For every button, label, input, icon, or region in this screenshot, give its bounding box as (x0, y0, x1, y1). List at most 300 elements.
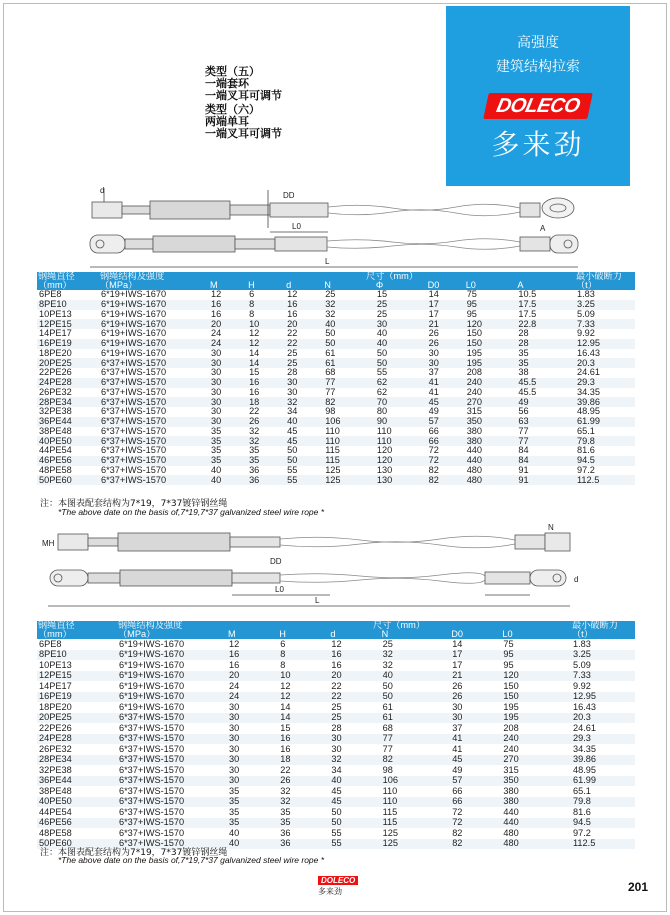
table-cell: 6*37+IWS-1570 (117, 776, 227, 787)
table-cell: 7.33 (571, 671, 635, 682)
table-cell: 115 (381, 818, 451, 829)
drawing-2-label-d: d (574, 575, 579, 584)
table-cell: 32 (278, 797, 329, 808)
table-cell: 50 (323, 329, 375, 339)
eye-end-left (90, 235, 125, 253)
table-row (37, 734, 635, 745)
table-cell: 84 (516, 446, 575, 456)
table-cell: 16 (247, 378, 285, 388)
table-cell: 91 (516, 466, 575, 476)
table-cell: 6*19+IWS-1670 (117, 692, 227, 703)
table-cell: 49 (516, 397, 575, 407)
table-cell: 36 (247, 475, 285, 485)
brand-logo-cn: 多来劲 (491, 128, 585, 161)
table-cell: 40 (375, 329, 427, 339)
table-cell: 48PE58 (37, 828, 117, 839)
table-cell: 35 (209, 427, 247, 437)
table-cell: 45 (329, 797, 380, 808)
turnbuckle-body-top (150, 201, 230, 219)
table-row (37, 650, 635, 661)
table-cell: 6PE8 (37, 639, 117, 650)
table-cell: 8PE10 (37, 300, 99, 310)
table-cell: 41 (427, 378, 465, 388)
note-2-cn: 注：本图表配套结构为7*19，7*37镀锌钢丝绳 (40, 848, 228, 858)
table-cell: 9.92 (575, 329, 635, 339)
table-1-body (37, 290, 635, 485)
table-cell: 50 (329, 807, 380, 818)
table-cell: 8 (247, 310, 285, 320)
table-cell: 22 (285, 339, 323, 349)
table-cell: 6*37+IWS-1570 (117, 797, 227, 808)
table-cell: 95 (501, 660, 571, 671)
table-cell: 32PE38 (37, 407, 99, 417)
table-1-col-a: A (516, 281, 575, 290)
footer-logo: DOLECO (318, 876, 358, 885)
table-cell: 50 (285, 446, 323, 456)
table-2-col-l0: L0 (501, 630, 571, 639)
table-cell: 16PE19 (37, 692, 117, 703)
table-cell: 50PE60 (37, 839, 117, 850)
table-cell: 82 (427, 475, 465, 485)
table-1-col-n: N (323, 281, 375, 290)
table-row (37, 786, 635, 797)
table-row (37, 671, 635, 682)
table-cell: 26PE32 (37, 388, 99, 398)
table-cell: 32 (278, 786, 329, 797)
table-cell: 82 (323, 397, 375, 407)
table-cell: 57 (450, 776, 501, 787)
table-cell: 150 (465, 329, 517, 339)
table-cell: 6 (278, 639, 329, 650)
table-cell: 120 (465, 319, 517, 329)
table-cell: 18PE20 (37, 702, 117, 713)
table-cell: 95 (465, 310, 517, 320)
drawing-2-label-mh: MH (42, 539, 55, 548)
table-cell: 8 (247, 300, 285, 310)
table-cell: 12 (278, 681, 329, 692)
table-cell: 6*19+IWS-1670 (99, 349, 209, 359)
type-6-line-2: 一端叉耳可调节 (205, 127, 282, 140)
table-cell: 30 (375, 319, 427, 329)
table-cell: 110 (375, 436, 427, 446)
table-cell: 6*19+IWS-1670 (99, 310, 209, 320)
table-cell: 16 (285, 300, 323, 310)
table-row (37, 797, 635, 808)
table-cell: 28 (516, 329, 575, 339)
table-cell: 30 (227, 734, 278, 745)
table-cell: 30 (227, 755, 278, 766)
table-cell: 112.5 (575, 475, 635, 485)
table-cell: 10PE13 (37, 310, 99, 320)
table-cell: 14 (450, 639, 501, 650)
table-cell: 18 (278, 755, 329, 766)
table-cell: 6*37+IWS-1570 (117, 818, 227, 829)
table-2-header-breaking: 最小破断力 (571, 621, 635, 630)
table-cell: 40 (285, 417, 323, 427)
table-2-col-d0: D0 (450, 630, 501, 639)
table-cell: 6*37+IWS-1570 (117, 839, 227, 850)
table-cell: 10PE13 (37, 660, 117, 671)
table-cell: 120 (375, 446, 427, 456)
table-row (37, 310, 635, 320)
thimble-end (542, 198, 574, 218)
table-cell: 440 (501, 818, 571, 829)
table-cell: 6*37+IWS-1570 (99, 417, 209, 427)
table-cell: 40PE50 (37, 436, 99, 446)
table-2-col-d: d (329, 630, 380, 639)
table-2-col-h: H (278, 630, 329, 639)
table-cell: 20.3 (571, 713, 635, 724)
table-cell: 106 (323, 417, 375, 427)
table-cell: 195 (465, 349, 517, 359)
table-cell: 16 (209, 300, 247, 310)
table-cell: 17.5 (516, 300, 575, 310)
table-cell: 240 (465, 388, 517, 398)
table-cell: 38PE48 (37, 786, 117, 797)
table-cell: 30 (209, 349, 247, 359)
table-cell: 62 (375, 378, 427, 388)
table-cell: 24 (227, 692, 278, 703)
spec-table-2 (37, 621, 635, 849)
table-cell: 20 (227, 671, 278, 682)
table-cell: 45 (450, 755, 501, 766)
table-cell: 16 (329, 650, 380, 661)
table-cell: 115 (323, 446, 375, 456)
type-6-line-1: 两端单耳 (205, 115, 249, 128)
table-cell: 24 (209, 339, 247, 349)
table-cell: 150 (501, 692, 571, 703)
table-1-header-structure-unit: （MPa） (99, 281, 209, 290)
table-2-header-structure: 钢绳结构及强度 (117, 621, 227, 630)
table-cell: 32PE38 (37, 765, 117, 776)
table-cell: 30 (209, 407, 247, 417)
table-cell: 35 (516, 349, 575, 359)
table-cell: 12 (285, 290, 323, 300)
table-cell: 38 (516, 368, 575, 378)
table-cell: 8PE10 (37, 650, 117, 661)
table-cell: 40 (209, 475, 247, 485)
table-cell: 77 (323, 378, 375, 388)
table-cell: 46PE56 (37, 818, 117, 829)
table-row (37, 713, 635, 724)
table-cell: 48PE58 (37, 466, 99, 476)
type-5-line-2: 一端叉耳可调节 (205, 89, 282, 102)
table-cell: 26 (427, 339, 465, 349)
table-cell: 440 (501, 807, 571, 818)
table-cell: 208 (465, 368, 517, 378)
drawing-2-label-l: L (315, 596, 320, 605)
table-cell: 6*37+IWS-1570 (117, 713, 227, 724)
table-cell: 14 (278, 702, 329, 713)
table-cell: 1.83 (575, 290, 635, 300)
table-cell: 21 (450, 671, 501, 682)
table-cell: 30 (427, 349, 465, 359)
drawing-1-label-a: A (540, 224, 546, 233)
table-cell: 45 (285, 427, 323, 437)
table-cell: 6*37+IWS-1570 (117, 828, 227, 839)
table-1-col-h: H (247, 281, 285, 290)
table-1-header-diameter: 钢绳直径 (37, 272, 99, 281)
table-row (37, 828, 635, 839)
table-cell: 5.09 (575, 310, 635, 320)
table-cell: 22 (285, 329, 323, 339)
table-cell: 20.3 (575, 358, 635, 368)
table-cell: 14PE17 (37, 681, 117, 692)
table-cell: 41 (450, 744, 501, 755)
table-cell: 30 (227, 723, 278, 734)
table-cell: 98 (323, 407, 375, 417)
table-cell: 26 (450, 681, 501, 692)
table-cell: 35 (227, 807, 278, 818)
table-cell: 39.86 (575, 397, 635, 407)
table-cell: 6*37+IWS-1570 (99, 397, 209, 407)
table-row (37, 660, 635, 671)
table-cell: 22.8 (516, 319, 575, 329)
table-cell: 30 (227, 713, 278, 724)
table-cell: 440 (465, 446, 517, 456)
table-cell: 34 (329, 765, 380, 776)
table-cell: 12.95 (571, 692, 635, 703)
table-cell: 195 (501, 713, 571, 724)
table-cell: 37 (427, 368, 465, 378)
table-cell: 50 (375, 358, 427, 368)
table-cell: 72 (450, 818, 501, 829)
table-cell: 6*37+IWS-1570 (117, 734, 227, 745)
table-cell: 40 (323, 319, 375, 329)
table-cell: 79.8 (571, 797, 635, 808)
table-cell: 25 (375, 300, 427, 310)
table-1-col-l0: L0 (465, 281, 517, 290)
table-cell: 82 (381, 755, 451, 766)
table-cell: 50 (381, 692, 451, 703)
table-cell: 6*37+IWS-1570 (99, 446, 209, 456)
table-cell: 72 (450, 807, 501, 818)
table-cell: 48.95 (571, 765, 635, 776)
table-cell: 6*37+IWS-1570 (117, 765, 227, 776)
table-cell: 130 (375, 466, 427, 476)
table-cell: 6*37+IWS-1570 (117, 744, 227, 755)
table-cell: 6*37+IWS-1570 (99, 427, 209, 437)
table-cell: 17 (450, 660, 501, 671)
table-cell: 20 (285, 319, 323, 329)
table-cell: 18 (247, 397, 285, 407)
hero-title: 高强度 (517, 35, 559, 51)
table-cell: 36 (278, 839, 329, 850)
table-cell: 50 (285, 456, 323, 466)
table-cell: 380 (501, 797, 571, 808)
table-row (37, 692, 635, 703)
table-cell: 35 (227, 818, 278, 829)
table-cell: 20 (329, 671, 380, 682)
table-cell: 44PE54 (37, 807, 117, 818)
table-cell: 1.83 (571, 639, 635, 650)
table-cell: 12.95 (575, 339, 635, 349)
table-1-col-d: d (285, 281, 323, 290)
table-cell: 315 (465, 407, 517, 417)
table-cell: 12 (227, 639, 278, 650)
table-cell: 61 (381, 713, 451, 724)
table-cell: 81.6 (571, 807, 635, 818)
table-cell: 16 (329, 660, 380, 671)
table-cell: 195 (501, 702, 571, 713)
table-cell: 45 (285, 436, 323, 446)
table-cell: 14 (278, 713, 329, 724)
table-cell: 55 (329, 839, 380, 850)
table-row (37, 744, 635, 755)
table-cell: 6*19+IWS-1670 (99, 290, 209, 300)
table-cell: 17 (427, 300, 465, 310)
table-cell: 440 (465, 456, 517, 466)
table-2-header-diameter-unit: （mm） (37, 630, 117, 639)
table-cell: 98 (381, 765, 451, 776)
table-cell: 50 (375, 349, 427, 359)
table-cell: 62 (375, 388, 427, 398)
table-cell: 32 (323, 300, 375, 310)
table-cell: 150 (465, 339, 517, 349)
table-cell: 30 (285, 388, 323, 398)
table-cell: 32 (285, 397, 323, 407)
table-row (37, 475, 635, 485)
table-cell: 35 (247, 446, 285, 456)
table-cell: 350 (465, 417, 517, 427)
table-cell: 22 (329, 681, 380, 692)
table-row (37, 639, 635, 650)
table-cell: 24.61 (571, 723, 635, 734)
table-cell: 77 (381, 744, 451, 755)
note-1-cn: 注：本图表配套结构为7*19，7*37镀锌钢丝绳 (40, 499, 228, 509)
table-cell: 90 (375, 417, 427, 427)
table-cell: 36 (247, 466, 285, 476)
table-cell: 61 (323, 349, 375, 359)
table-cell: 94.5 (571, 818, 635, 829)
table-cell: 5.09 (571, 660, 635, 671)
table-cell: 28 (516, 339, 575, 349)
table-cell: 14 (427, 290, 465, 300)
table-cell: 66 (450, 786, 501, 797)
table-cell: 22PE26 (37, 368, 99, 378)
table-cell: 12 (329, 639, 380, 650)
turnbuckle-body-bottom (153, 236, 235, 252)
table-cell: 480 (465, 475, 517, 485)
type-6-heading: 类型（六） (205, 103, 260, 116)
table-cell: 26 (450, 692, 501, 703)
table-cell: 77 (516, 427, 575, 437)
table-cell: 32 (247, 436, 285, 446)
table-row (37, 466, 635, 476)
table-cell: 22 (329, 692, 380, 703)
table-cell: 55 (329, 828, 380, 839)
table-cell: 30 (329, 734, 380, 745)
table-cell: 84 (516, 456, 575, 466)
table-cell: 28PE34 (37, 755, 117, 766)
table-cell: 25 (329, 702, 380, 713)
table-cell: 95 (501, 650, 571, 661)
table-cell: 25 (329, 713, 380, 724)
table-cell: 15 (247, 368, 285, 378)
table-cell: 45 (427, 397, 465, 407)
table-cell: 20PE25 (37, 358, 99, 368)
table-cell: 17 (427, 310, 465, 320)
table-cell: 32 (381, 660, 451, 671)
table-cell: 28PE34 (37, 397, 99, 407)
table-cell: 36 (278, 828, 329, 839)
drawing-2-label-n: N (548, 523, 554, 532)
table-cell: 30 (227, 765, 278, 776)
table-cell: 35 (227, 786, 278, 797)
table-1-header-structure: 钢绳结构及强度 (99, 272, 209, 281)
table-cell: 6*19+IWS-1670 (117, 671, 227, 682)
table-cell: 24 (209, 329, 247, 339)
table-cell: 36PE44 (37, 776, 117, 787)
table-cell: 41 (450, 734, 501, 745)
table-cell: 82 (450, 839, 501, 850)
table-cell: 10 (247, 319, 285, 329)
table-row (37, 818, 635, 829)
table-cell: 6*37+IWS-1570 (117, 807, 227, 818)
note-1-en: *The above date on the basis of,7*19,7*37 galvanized steel wire rope * (58, 507, 325, 517)
table-cell: 6*37+IWS-1570 (99, 388, 209, 398)
table-cell: 30 (450, 713, 501, 724)
table-cell: 39.86 (571, 755, 635, 766)
table-2-col-n: N (381, 630, 451, 639)
hero-subtitle: 建筑结构拉索 (496, 59, 580, 75)
table-2-header-row-2 (37, 630, 635, 639)
table-cell: 66 (427, 436, 465, 446)
table-cell: 34.35 (571, 744, 635, 755)
table-cell: 22 (247, 407, 285, 417)
table-cell: 40PE50 (37, 797, 117, 808)
table-cell: 17.5 (516, 310, 575, 320)
drawing-1-label-dd: DD (283, 191, 295, 200)
table-cell: 55 (285, 475, 323, 485)
table-cell: 112.5 (571, 839, 635, 850)
table-cell: 24PE28 (37, 734, 117, 745)
table-cell: 32 (323, 310, 375, 320)
table-cell: 16 (247, 388, 285, 398)
table-cell: 77 (516, 436, 575, 446)
table-cell: 61 (381, 702, 451, 713)
table-cell: 380 (465, 436, 517, 446)
table-cell: 6*19+IWS-1670 (99, 319, 209, 329)
table-cell: 14 (247, 349, 285, 359)
table-cell: 29.3 (571, 734, 635, 745)
brand-logo: DOLECO (483, 93, 593, 119)
table-cell: 61.99 (575, 417, 635, 427)
table-cell: 30 (209, 368, 247, 378)
table-cell: 24PE28 (37, 378, 99, 388)
table-cell: 20PE25 (37, 713, 117, 724)
table-cell: 21 (427, 319, 465, 329)
table-cell: 29.3 (575, 378, 635, 388)
table-cell: 24.61 (575, 368, 635, 378)
table-cell: 63 (516, 417, 575, 427)
table-cell: 115 (381, 807, 451, 818)
table-cell: 6*37+IWS-1570 (117, 755, 227, 766)
table-cell: 106 (381, 776, 451, 787)
table-row (37, 755, 635, 766)
table-cell: 30 (209, 397, 247, 407)
table-cell: 6 (247, 290, 285, 300)
table-cell: 15 (278, 723, 329, 734)
table-cell: 35 (209, 456, 247, 466)
table-cell: 10 (278, 671, 329, 682)
table-cell: 12 (247, 329, 285, 339)
table-cell: 77 (381, 734, 451, 745)
table-cell: 40 (209, 466, 247, 476)
table-cell: 480 (465, 466, 517, 476)
spec-table-1 (37, 272, 635, 485)
table-cell: 32 (329, 755, 380, 766)
